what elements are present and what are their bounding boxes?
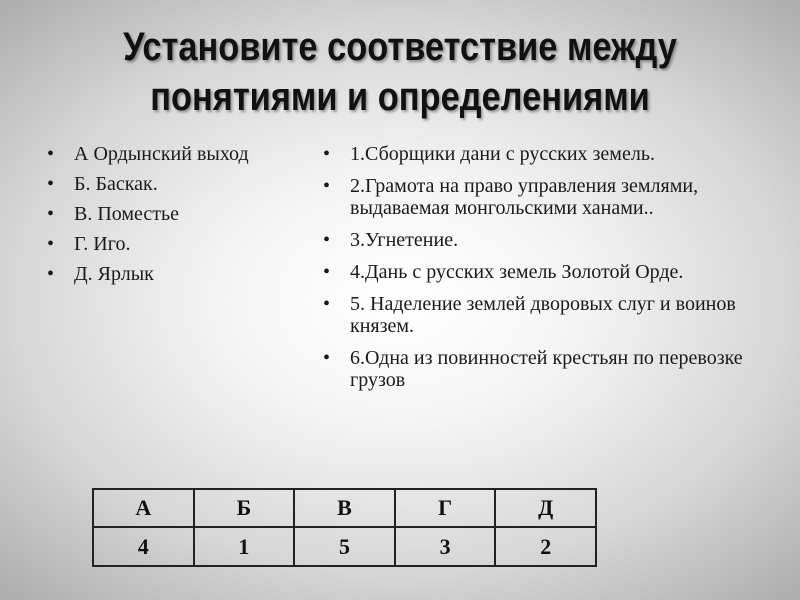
list-item — [47, 263, 317, 285]
table-cell: 5 — [294, 527, 395, 566]
table-header-row — [93, 489, 596, 527]
list-item — [323, 347, 773, 391]
bullet-icon: • — [323, 347, 331, 369]
term-text: А Ордынский выход — [74, 143, 249, 165]
table-header-cell: Б — [194, 489, 295, 527]
term-text: Д. Ярлык — [74, 263, 154, 285]
bullet-icon: • — [47, 203, 55, 225]
slide-title: Установите соответствие между понятиями и определениями — [123, 25, 677, 119]
list-item — [323, 143, 773, 165]
list-item — [47, 143, 317, 165]
bullet-icon: • — [47, 263, 55, 285]
term-text: В. Поместье — [74, 203, 180, 225]
table-row — [93, 527, 596, 566]
list-item — [323, 293, 773, 337]
table-header-cell: Г — [395, 489, 496, 527]
table-cell: 1 — [194, 527, 295, 566]
bullet-icon: • — [47, 173, 55, 195]
list-item — [47, 233, 317, 255]
definition-text: 3.Угнетение. — [350, 229, 459, 251]
term-text: Б. Баскак. — [74, 173, 158, 195]
list-item — [323, 261, 773, 283]
bullet-icon: • — [323, 293, 331, 315]
table-cell: 2 — [495, 527, 596, 566]
bullet-icon: • — [47, 143, 55, 165]
table-header-cell: В — [294, 489, 395, 527]
definition-text: 1.Сборщики дани с русских земель. — [350, 143, 655, 165]
bullet-icon: • — [323, 143, 331, 165]
list-item — [323, 175, 773, 219]
definition-text: 5. Наделение землей дворовых слуг и воинов князем. — [350, 293, 736, 337]
bullet-icon: • — [323, 175, 331, 197]
list-item — [47, 173, 317, 195]
terms-list — [47, 143, 317, 293]
definition-text: 6.Одна из повинностей крестьян по перевозке грузов — [350, 347, 743, 391]
term-text: Г. Иго. — [74, 233, 131, 255]
definition-text: 2.Грамота на право управления землями, выдаваемая монгольскими ханами.. — [350, 175, 699, 219]
table-cell: 4 — [93, 527, 194, 566]
table-cell: 3 — [395, 527, 496, 566]
bullet-icon: • — [323, 229, 331, 251]
list-item — [323, 229, 773, 251]
table-header-cell: Д — [495, 489, 596, 527]
list-item — [47, 203, 317, 225]
bullet-icon: • — [47, 233, 55, 255]
table-header-cell: А — [93, 489, 194, 527]
definitions-list — [323, 143, 773, 401]
answer-table — [92, 488, 597, 567]
bullet-icon: • — [323, 261, 331, 283]
definition-text: 4.Дань с русских земель Золотой Орде. — [350, 261, 684, 283]
